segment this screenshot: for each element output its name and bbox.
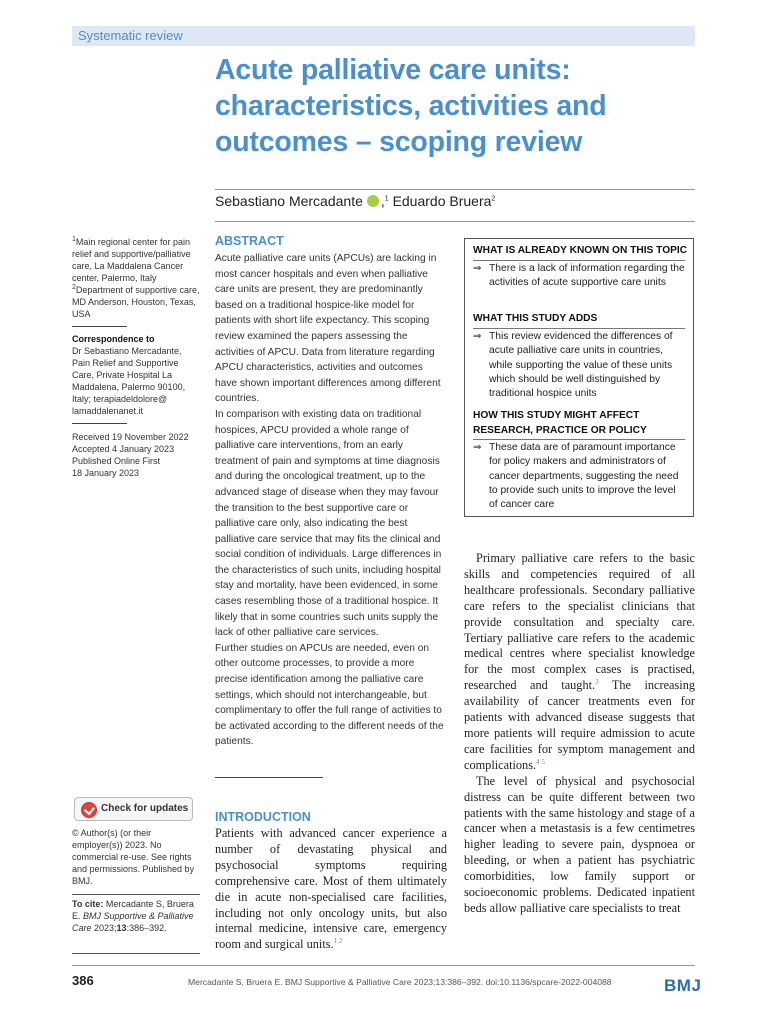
abstract-heading: ABSTRACT	[215, 234, 284, 248]
abstract-paragraph: Acute palliative care units (APCUs) are lacking in most cancer hospitals and even when palliative care units are present, they are predominantly based on a traditional hospice-like model for patients with short life expectancy. This scoping review examined the papers assessing the activities of APCU. Data from literature regarding APCU characteristics, activities and outcomes have shown important differences among different countries.	[215, 253, 441, 405]
affiliation-2: Department of supportive care, MD Anderson, Houston, Texas, USA	[72, 285, 200, 319]
reference-link[interactable]: 4 5	[536, 757, 545, 766]
author-2[interactable]: Eduardo Bruera	[392, 193, 492, 209]
box-heading-known: WHAT IS ALREADY KNOWN ON THIS TOPIC	[473, 245, 688, 256]
correspondence-text: Dr Sebastiano Mercadante, Pain Relief and Supportive Care, Private Hospital La Maddalena, Palermo 90100, Italy; terapiadeldolore@ lamaddalenanet.it	[72, 346, 186, 416]
abstract-paragraph: In comparison with existing data on traditional hospices, APCU provided a whole range of palliative care interventions, from an early treatment of pain and symptoms at time diagnosis and during the oncological treatment, up to the advanced stage of disease when they may favour the transition to the best supportive care or palliative care only, also indicating the best palliative care service that may fits the clinical and social condition of individuals. Large differences in the characteristics of such units, including hospital stay and mortality, have been evidenced, in some cases resembling those of a traditional hospice. It likely that in some countries such units supply the lack of other palliative care services.	[215, 408, 442, 639]
box-rule	[473, 328, 685, 329]
box-item-known: ⇒ There is a lack of information regarding the activities of acute supportive care units	[473, 263, 685, 289]
box-rule	[473, 260, 685, 261]
citation-box: To cite: Mercadante S, Bruera E. BMJ Supportive & Palliative Care 2023;13:386–392.	[72, 894, 200, 954]
footer-rule	[72, 965, 695, 966]
date-published-2: 18 January 2023	[72, 468, 140, 478]
dates	[72, 431, 200, 479]
introduction-body: Patients with advanced cancer experience a number of devastating physical and psychosocial symptoms requiring comprehensive care. Most of them ultimately die in acute non-specialised care facilities, including not only oncology units, but also internal medicine, intensive care, emergency room and surgical units.$^{1 2}$	[215, 826, 447, 952]
page-number: 386	[72, 973, 94, 988]
arrow-icon: ⇒	[473, 263, 482, 274]
footer-citation: Mercadante S, Bruera E. BMJ Supportive & Palliative Care 2023;13:386–392. doi:10.1136/spcare-2022-004088	[188, 977, 612, 987]
abstract-paragraph: Further studies on APCUs are needed, even on other outcome processes, to provide a more precise identification among the palliative care settings, which should not interchangeable, but complimentary to offer the full range of activities to be activated according to the different needs of the patients.	[215, 642, 444, 748]
affiliation-1: Main regional center for pain relief and supportive/palliative care, La Maddalena Cancer center, Palermo, Italy	[72, 237, 191, 283]
section-band	[72, 26, 695, 46]
reference-link[interactable]: 1 2	[333, 937, 343, 946]
check-updates-icon	[81, 802, 97, 818]
box-item-adds: ⇒ This review evidenced the differences of acute palliative care units in countries, while supporting the value of these units which should be well distinguished by traditional hospice units	[473, 331, 673, 400]
orcid-icon[interactable]	[367, 195, 379, 207]
side-rule-2	[72, 423, 127, 424]
body-column	[464, 551, 695, 917]
key-messages-box	[464, 238, 694, 517]
arrow-icon: ⇒	[473, 442, 482, 453]
box-rule	[473, 439, 685, 440]
date-received: Received 19 November 2022	[72, 432, 189, 442]
reference-link[interactable]: 3	[595, 678, 599, 687]
check-for-updates-button[interactable]: Check for updates	[74, 797, 193, 821]
title-rule	[215, 189, 695, 190]
section-label: Systematic review	[78, 28, 183, 43]
box-item-affect: ⇒ These data are of paramount importance for policy makers and administrators of cancer departments, suggesting the need to provide such units to improve the level of cancer care	[473, 442, 679, 511]
introduction-heading: INTRODUCTION	[215, 810, 311, 824]
authors-rule	[215, 221, 695, 222]
side-rule-1	[72, 326, 127, 327]
correspondence	[72, 333, 200, 417]
article-title: Acute palliative care units: characteristics, activities and outcomes – scoping review	[215, 54, 607, 158]
author-1[interactable]: Sebastiano Mercadante	[215, 193, 363, 209]
correspondence-label: Correspondence to	[72, 334, 155, 344]
body-paragraph-1: Primary palliative care refers to the basic skills and competencies required of all healthcare professionals. Secondary palliative care refers to the specialist clinicians that provide consultation and specialty care. Tertiary palliative care refers to the academic medical centres where specialist knowledge for the most complex cases is practised, researched and taught.$^3$ The increasing availability of cancer treatments even for patients with advanced disease suggests that more patients will require admission to acute care facilities for symptom management and complications.$^{4 5}$	[464, 551, 696, 772]
box-heading-affect: HOW THIS STUDY MIGHT AFFECT RESEARCH, PRACTICE OR POLICY	[473, 410, 647, 436]
abstract-body	[215, 251, 447, 750]
author-line: Sebastiano Mercadante ,$^1$ Eduardo Bruera$^2$	[215, 193, 496, 209]
abstract-end-rule	[215, 777, 323, 778]
date-accepted: Accepted 4 January 2023	[72, 444, 175, 454]
date-published: Published Online First	[72, 456, 161, 466]
affiliations: $^1$Main regional center for pain relief and supportive/palliative care, La Maddalena Cancer center, Palermo, Italy $^2$Department of supportive care, MD Anderson, Houston, Texas, USA	[72, 236, 200, 319]
arrow-icon: ⇒	[473, 331, 482, 342]
bmj-logo[interactable]: BMJ	[664, 976, 702, 995]
body-paragraph-2: The level of physical and psychosocial distress can be quite different between two patients with the same histology and stage of a cancer when a metastasis is a few centimetres higher leading to severe pain, dyspnoea or bleeding, or when a patient has psychiatric comorbidities, low family support or socioeconomic problems. Dedicated inpatient beds allow palliative care specialists to treat	[464, 773, 695, 915]
copyright-notice: © Author(s) (or their employer(s)) 2023. No commercial re-use. See rights and permissions. Published by BMJ.	[72, 828, 195, 886]
box-heading-adds: WHAT THIS STUDY ADDS	[473, 313, 598, 324]
